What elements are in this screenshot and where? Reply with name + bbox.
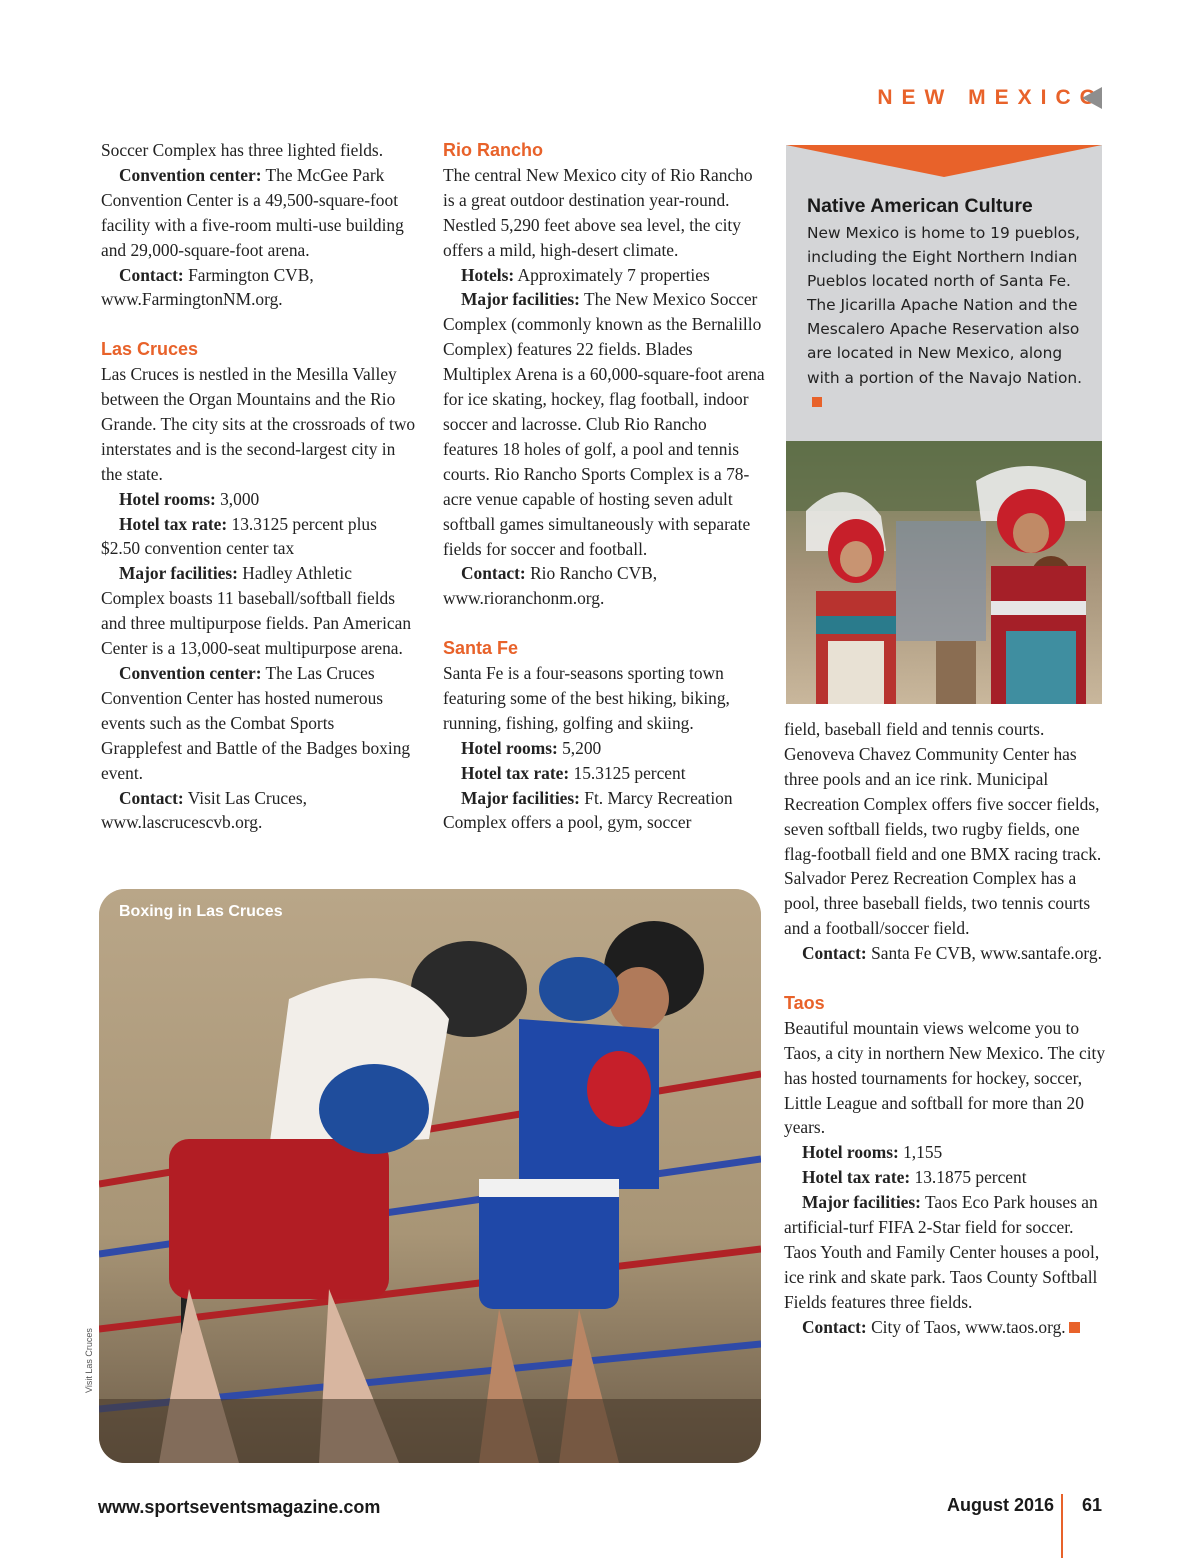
- paragraph: [443, 561, 765, 611]
- text: Rio Rancho CVB, www.rioranchonm.org.: [443, 563, 658, 609]
- text: The McGee Park Convention Center is a 49,500-square-foot facility with a five-room multi-use building and 29,000-square-foot arena.: [101, 164, 404, 260]
- sidebar-native-american-culture: [786, 145, 1102, 441]
- label: Contact:: [461, 563, 526, 584]
- label: Contact:: [802, 1316, 867, 1337]
- photo-boxing: [99, 889, 761, 1463]
- text: 5,200: [557, 737, 602, 758]
- text: 13.3125 percent plus $2.50 convention center tax: [101, 513, 377, 559]
- text: 3,000: [215, 488, 260, 509]
- label: Convention center:: [119, 663, 262, 684]
- paragraph: [784, 1165, 1109, 1190]
- heading-taos: Taos: [784, 992, 825, 1013]
- paragraph: The central New Mexico city of Rio Rancho is a great outdoor destination year-round. Nestled 5,290 feet above sea level, the city offers a mild, high-desert climate.: [443, 164, 753, 260]
- paragraph: [443, 786, 765, 836]
- end-mark-icon: [812, 397, 822, 407]
- paragraph: Las Cruces is nestled in the Mesilla Valley between the Organ Mountains and the Rio Grande. The city sits at the crossroads of two interstates and is the second-largest city in the state.: [101, 364, 416, 484]
- paragraph: [101, 163, 416, 263]
- page-number: 61: [1082, 1495, 1103, 1515]
- paragraph: [784, 1190, 1109, 1315]
- footer-url: www.sportseventsmagazine.com: [98, 1497, 381, 1517]
- text: The New Mexico Soccer Complex (commonly known as the Bernalillo Complex) features 22 fields. Blades Multiplex Arena is a 60,000-square-foot arena for ice skating, hockey, flag football, indoor soccer and lacrosse. Club Rio Rancho features 18 holes of golf, a pool and tennis courts. Rio Rancho Sports Complex is a 78-acre venue capable of hosting seven adult softball games simultaneously with separate fields for soccer and football.: [443, 289, 765, 559]
- text: 1,155: [898, 1142, 943, 1163]
- sidebar-title: Native American Culture: [807, 195, 1033, 217]
- label: Hotel rooms:: [461, 737, 558, 758]
- text: Ft. Marcy Recreation Complex offers a pool, gym, soccer: [443, 787, 733, 833]
- column-3: [784, 717, 1109, 1340]
- text: Visit Las Cruces, www.lascrucescvb.org.: [101, 787, 307, 833]
- photo-caption: Boxing in Las Cruces: [119, 903, 283, 920]
- label: Hotel tax rate:: [119, 513, 228, 534]
- label: Contact:: [119, 264, 184, 285]
- label: Hotel rooms:: [119, 488, 216, 509]
- heading-las-cruces: Las Cruces: [101, 339, 199, 360]
- label: Contact:: [119, 787, 184, 808]
- text: City of Taos, www.taos.org.: [866, 1316, 1066, 1337]
- paragraph: [784, 1315, 1109, 1340]
- heading-rio-rancho: Rio Rancho: [443, 140, 544, 160]
- text: The Las Cruces Convention Center has hosted numerous events such as the Combat Sports Grapplefest and Battle of the Badges boxing event.: [101, 663, 411, 783]
- label: Major facilities:: [802, 1192, 921, 1213]
- sidebar-text: New Mexico is home to 19 pueblos, including the Eight Northern Indian Pueblos located north of Santa Fe. The Jicarilla Apache Nation and the Mescalero Apache Reservation also are located in New Mexico, along with a portion of the Navajo Nation.: [807, 224, 1083, 387]
- paragraph: [101, 512, 416, 562]
- paragraph: [443, 263, 765, 288]
- end-mark-icon: [1069, 1322, 1080, 1333]
- header-arrow-icon: [1082, 87, 1102, 109]
- paragraph: [101, 487, 416, 512]
- label: Hotel tax rate:: [802, 1167, 911, 1188]
- paragraph: Santa Fe is a four-seasons sporting town featuring some of the best hiking, biking, running, fishing, golfing and skiing.: [443, 663, 730, 733]
- paragraph: [443, 761, 765, 786]
- photo-native-dancers: [786, 441, 1102, 704]
- column-2: [443, 138, 765, 835]
- label: Convention center:: [119, 164, 262, 185]
- dancers-illustration: [786, 441, 1102, 704]
- paragraph: Soccer Complex has three lighted fields.: [101, 140, 384, 160]
- heading-santa-fe: Santa Fe: [443, 638, 519, 659]
- paragraph: [101, 263, 416, 313]
- paragraph: [443, 287, 765, 561]
- text: Taos Eco Park houses an artificial-turf FIFA 2-Star field for soccer. Taos Youth and Family Center houses a pool, ice rink and skate park. Taos County Softball Fields features three fields.: [784, 1192, 1100, 1312]
- label: Major facilities:: [461, 787, 580, 808]
- paragraph: Beautiful mountain views welcome you to Taos, a city in northern New Mexico. The city has hosted tournaments for hockey, soccer, Little League and softball for more than 20 years.: [784, 1017, 1106, 1138]
- text: Approximately 7 properties: [514, 264, 710, 285]
- label: Hotel tax rate:: [461, 762, 570, 783]
- footer-date: August 2016: [946, 1495, 1054, 1515]
- label: Hotel rooms:: [802, 1142, 899, 1163]
- paragraph: [101, 561, 416, 661]
- photo-credit: Visit Las Cruces: [84, 1328, 94, 1393]
- text: Hadley Athletic Complex boasts 11 baseball/softball fields and three multipurpose fields. Pan American Center is a 13,000-seat multipurpose arena.: [101, 563, 412, 659]
- text: 15.3125 percent: [569, 762, 686, 783]
- footer-divider: [1061, 1494, 1063, 1558]
- paragraph: [784, 941, 1109, 966]
- paragraph: [443, 736, 765, 761]
- text: Santa Fe CVB, www.santafe.org.: [866, 943, 1102, 964]
- paragraph: [101, 786, 416, 836]
- label: Hotels:: [461, 264, 515, 285]
- label: Contact:: [802, 943, 867, 964]
- label: Major facilities:: [461, 289, 580, 310]
- label: Major facilities:: [119, 563, 238, 584]
- sidebar-notch-icon: [786, 145, 1102, 177]
- section-header: NEW MEXICO: [877, 86, 1105, 109]
- paragraph: [101, 661, 416, 786]
- boxing-illustration: [99, 889, 761, 1463]
- sidebar-body: [807, 221, 1092, 414]
- paragraph: field, baseball field and tennis courts. Genoveva Chavez Community Center has three pools and an ice rink. Municipal Recreation Complex offers five soccer fields, seven softball fields, two rugby fields, one flag-football field and one BMX racing track. Salvador Perez Recreation Complex has a pool, three baseball fields, two tennis courts and a football/soccer field.: [784, 719, 1102, 939]
- text: Farmington CVB, www.FarmingtonNM.org.: [101, 264, 314, 310]
- paragraph: [784, 1140, 1109, 1165]
- column-1: [101, 138, 416, 835]
- text: 13.1875 percent: [910, 1167, 1027, 1188]
